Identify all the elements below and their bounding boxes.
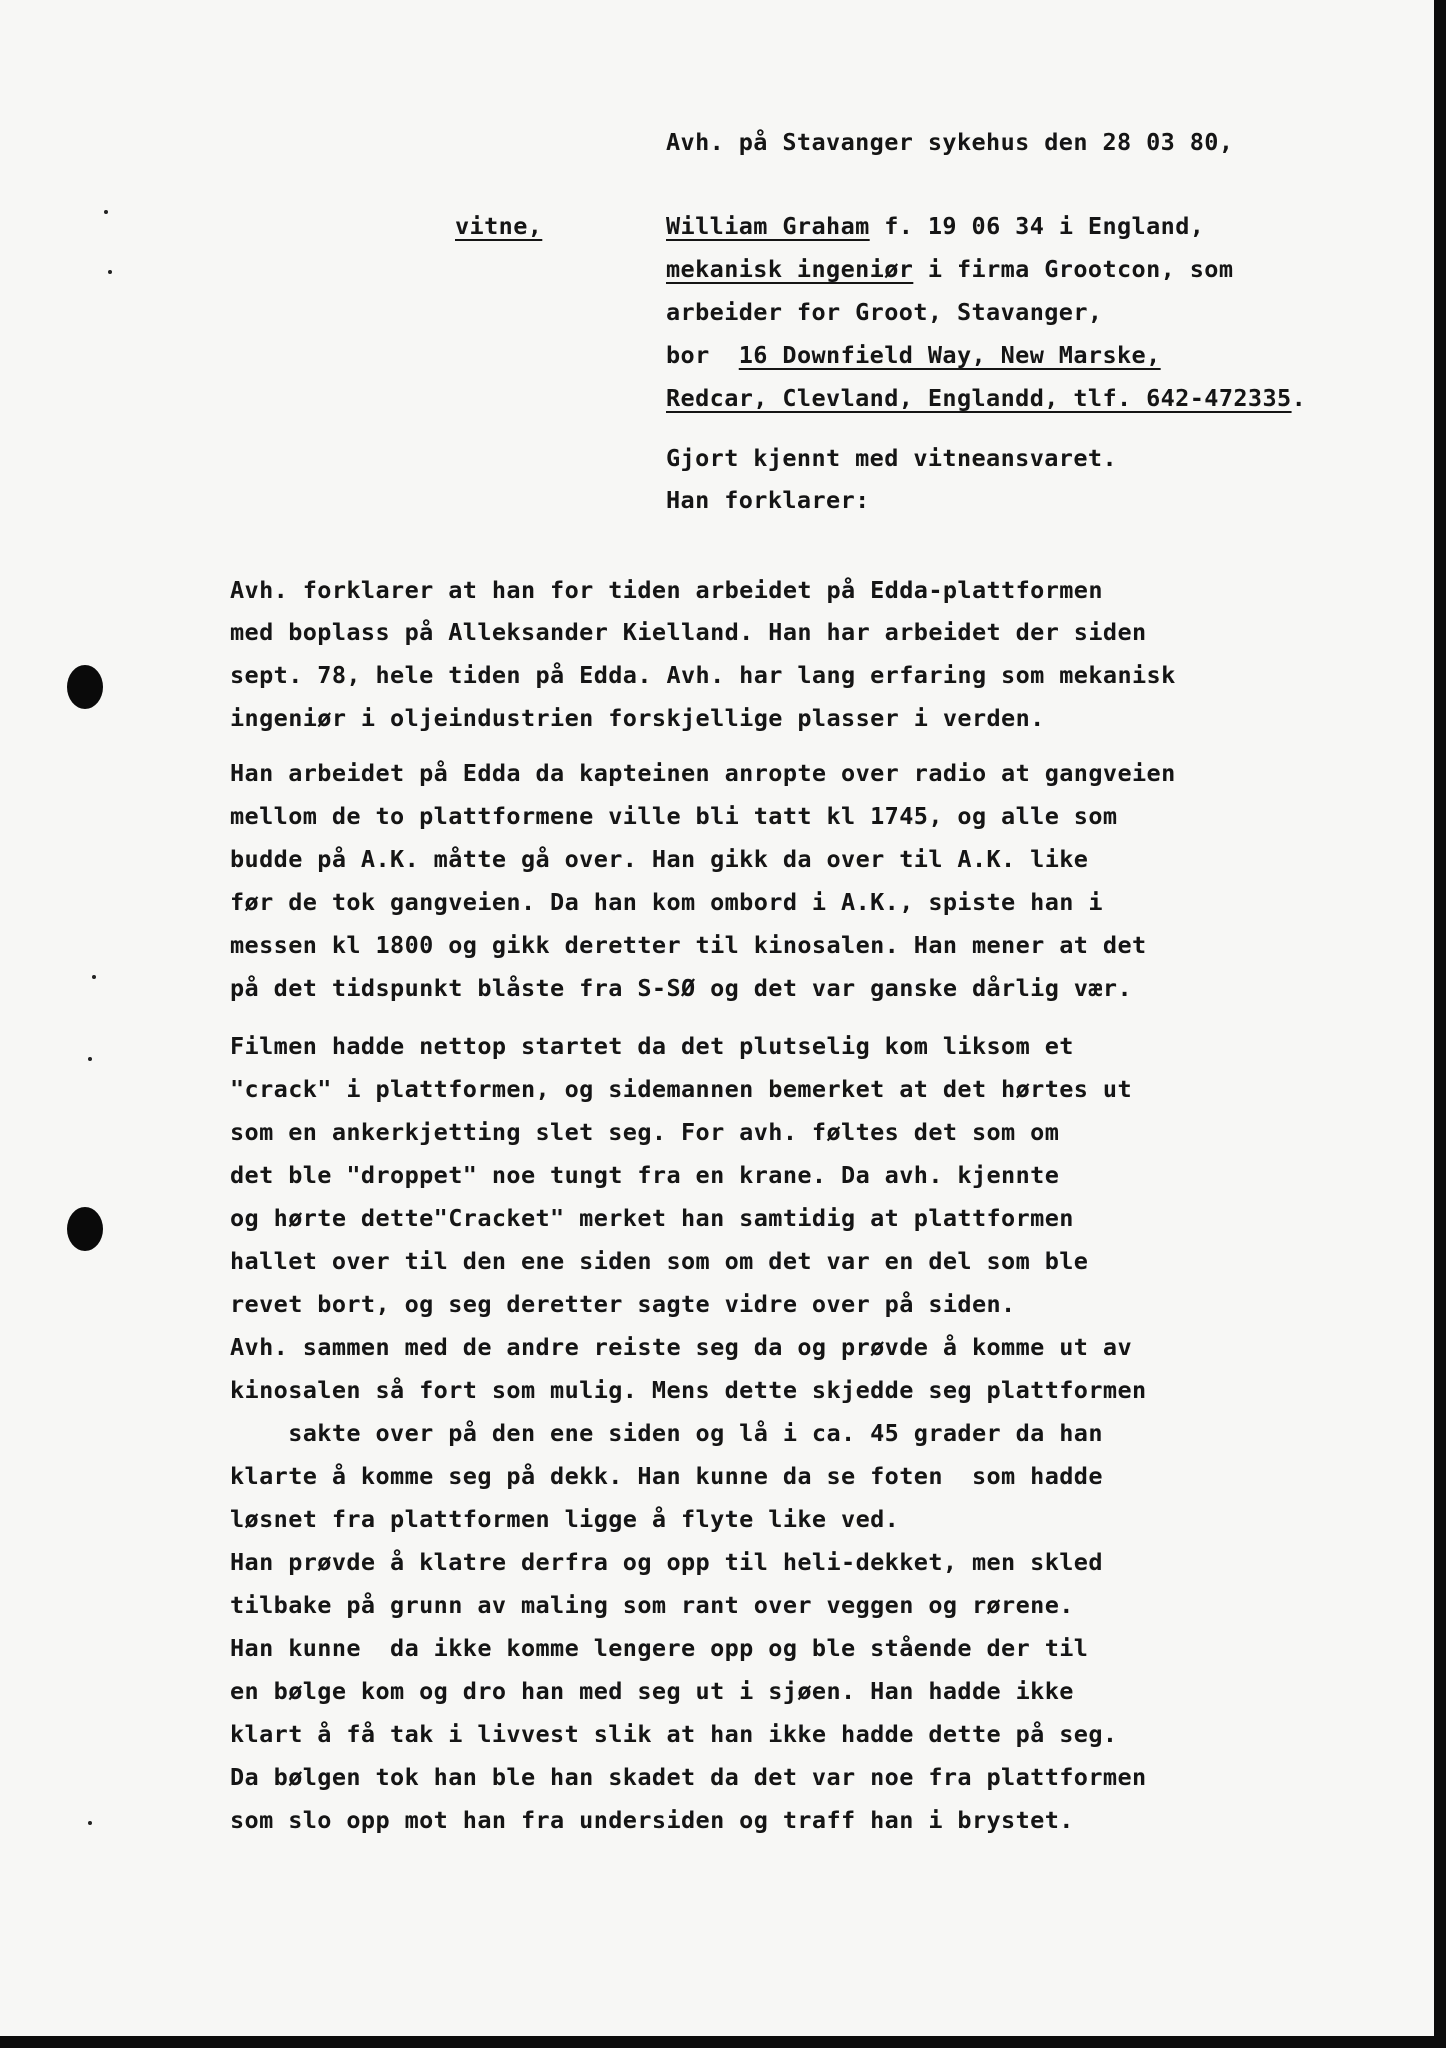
margin-mark (88, 1057, 92, 1061)
line-end: . (1291, 384, 1307, 412)
statement-line: før de tok gangveien. Da han kom ombord i A.K., spiste han i (230, 888, 1103, 916)
witness-label: vitne, (455, 212, 543, 240)
statement-line: Filmen hadde nettop startet da det plutselig kom liksom et (230, 1032, 1074, 1060)
witness-name: William Graham (666, 212, 870, 240)
witness-intro: Han forklarer: (666, 486, 870, 514)
statement-line: sept. 78, hele tiden på Edda. Avh. har lang erfaring som mekanisk (230, 661, 1176, 689)
witness-city-phone-line (666, 384, 1306, 412)
margin-mark (104, 210, 108, 214)
statement-line: mellom de to plattformene ville bli tatt kl 1745, og alle som (230, 802, 1118, 830)
statement-line: det ble "droppet" noe tungt fra en krane. Da avh. kjennte (230, 1161, 1060, 1189)
witness-city-phone: Redcar, Clevland, Englandd, tlf. 642-472335 (666, 384, 1292, 412)
statement-line: og hørte dette"Cracket" merket han samtidig at plattformen (230, 1204, 1074, 1232)
statement-line: tilbake på grunn av maling som rant over veggen og rørene. (230, 1591, 1074, 1619)
statement-line: en bølge kom og dro han med seg ut i sjøen. Han hadde ikke (230, 1677, 1074, 1705)
statement-line: ingeniør i oljeindustrien forskjellige plasser i verden. (230, 704, 1045, 732)
statement-line: klart å få tak i livvest slik at han ikke hadde dette på seg. (230, 1720, 1118, 1748)
punch-hole-bottom (67, 1207, 103, 1251)
witness-address-line (666, 341, 1161, 369)
statement-line: Han arbeidet på Edda da kapteinen anropte over radio at gangveien (230, 759, 1176, 787)
statement-line: Avh. forklarer at han for tiden arbeidet på Edda-plattformen (230, 576, 1103, 604)
statement-line: hallet over til den ene siden som om det var en del som ble (230, 1247, 1089, 1275)
witness-workplace-line: arbeider for Groot, Stavanger, (666, 298, 1103, 326)
statement-line: revet bort, og seg deretter sagte vidre over på siden. (230, 1290, 1016, 1318)
statement-line: med boplass på Alleksander Kielland. Han har arbeidet der siden (230, 618, 1147, 646)
statement-line: budde på A.K. måtte gå over. Han gikk da over til A.K. like (230, 845, 1089, 873)
witness-employer: i firma Grootcon, som (913, 255, 1234, 283)
witness-address: 16 Downfield Way, New Marske, (738, 341, 1161, 369)
witness-notice: Gjort kjennt med vitneansvaret. (666, 444, 1117, 472)
punch-hole-top (67, 665, 103, 709)
witness-occupation-line (666, 255, 1233, 283)
statement-line: på det tidspunkt blåste fra S-SØ og det var ganske dårlig vær. (230, 974, 1132, 1002)
statement-line: Avh. sammen med de andre reiste seg da og prøvde å komme ut av (230, 1333, 1132, 1361)
address-prefix: bor (666, 341, 739, 369)
place-date-line: Avh. på Stavanger sykehus den 28 03 80, (666, 128, 1234, 156)
statement-line: som en ankerkjetting slet seg. For avh. føltes det som om (230, 1118, 1060, 1146)
witness-occupation: mekanisk ingeniør (666, 255, 914, 283)
margin-mark (92, 975, 96, 979)
statement-line: Han kunne da ikke komme lengere opp og ble stående der til (230, 1634, 1089, 1662)
statement-line: løsnet fra plattformen ligge å flyte like ved. (230, 1505, 900, 1533)
margin-mark (108, 270, 112, 274)
margin-mark (88, 1821, 92, 1825)
witness-name-line (666, 212, 1204, 240)
witness-birth: f. 19 06 34 i England, (869, 212, 1205, 240)
statement-line: sakte over på den ene siden og lå i ca. 45 grader da han (230, 1419, 1103, 1447)
statement-line: Da bølgen tok han ble han skadet da det var noe fra plattformen (230, 1763, 1147, 1791)
statement-line: klarte å komme seg på dekk. Han kunne da se foten som hadde (230, 1462, 1103, 1490)
statement-line: "crack" i plattformen, og sidemannen bemerket at det hørtes ut (230, 1075, 1132, 1103)
statement-line: messen kl 1800 og gikk deretter til kinosalen. Han mener at det (230, 931, 1147, 959)
statement-line: Han prøvde å klatre derfra og opp til heli-dekket, men skled (230, 1548, 1103, 1576)
statement-line: kinosalen så fort som mulig. Mens dette skjedde seg plattformen (230, 1376, 1147, 1404)
statement-line: som slo opp mot han fra undersiden og traff han i brystet. (230, 1806, 1074, 1834)
